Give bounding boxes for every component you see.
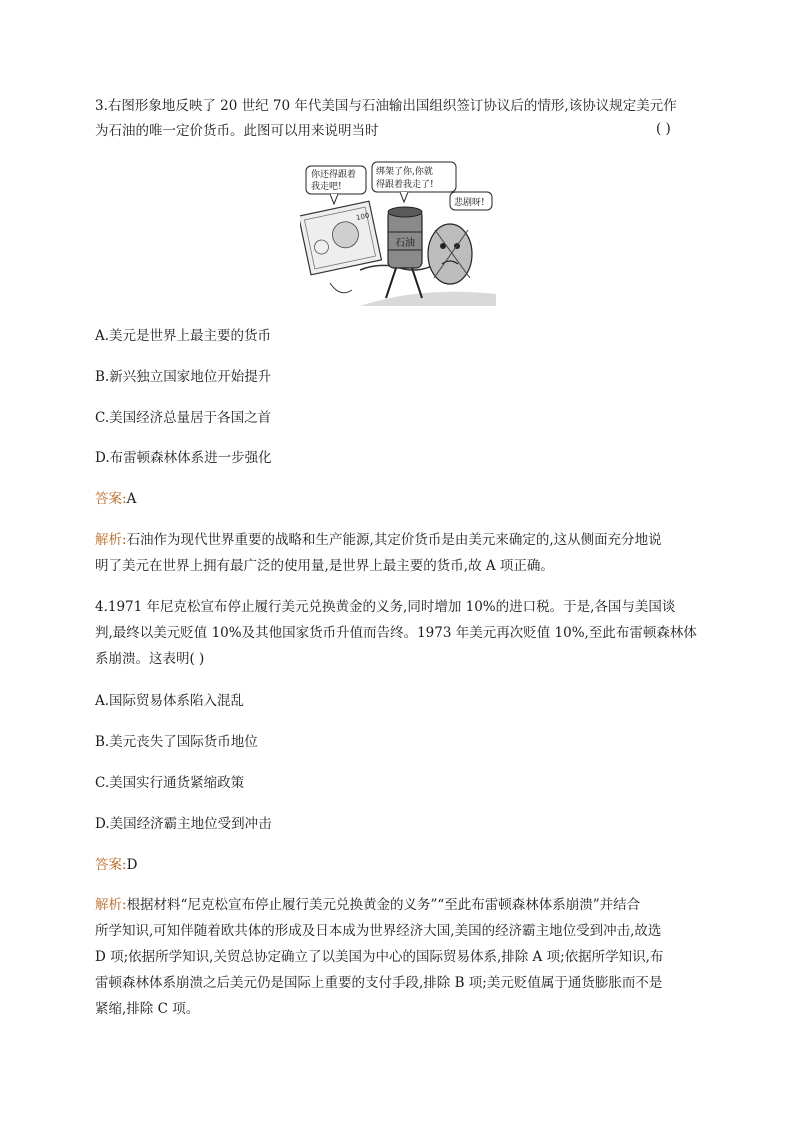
q3-option-d: D.布雷顿森林体系进一步强化: [95, 450, 272, 466]
q4-analysis-line1: [95, 895, 640, 915]
bubble1-line1: 你还得跟着: [311, 170, 357, 180]
q4-answer-label: 答案:: [95, 857, 127, 873]
q3-stem-line2: 为石油的唯一定价货币。此图可以用来说明当时: [95, 123, 379, 139]
barrel-label: 石油: [395, 238, 415, 249]
q4-stem-line2: 判,最终以美元贬值 10%及其他国家货币升值而告终。1973 年美元再次贬值 10%,至此布雷顿森林体: [95, 625, 697, 641]
q4-answer-value: D: [126, 857, 138, 873]
q3-answer-bracket: ( ): [656, 121, 671, 137]
q3-answer-value: A: [126, 491, 137, 507]
bubble1-line2: 我走吧!: [311, 182, 342, 192]
speech-bubble-3: [450, 192, 492, 210]
svg-text:100: 100: [355, 211, 371, 223]
q4-analysis-line3: D 项;依据所学知识,关贸总协定确立了以美国为中心的国际贸易体系,排除 A 项;依据所学知识,布: [95, 949, 664, 965]
q4-stem-line1: 4.1971 年尼克松宣布停止履行美元兑换黄金的义务,同时增加 10%的进口税。于是,各国与美国谈: [95, 599, 676, 615]
q4-analysis-text1: 根据材料“尼克松宣布停止履行美元兑换黄金的义务”“至此布雷顿森林体系崩溃”并结合: [126, 897, 641, 913]
q3-analysis-line1: [95, 530, 662, 550]
q3-answer: [95, 489, 136, 509]
q3-option-b: B.新兴独立国家地位开始提升: [95, 369, 272, 385]
q4-analysis-line2: 所学知识,可知伴随着欧共体的形成及日本成为世界经济大国,美国的经济霸主地位受到冲击,故选: [95, 923, 662, 939]
q3-analysis-label: 解析:: [95, 532, 127, 548]
q3-option-c: C.美国经济总量居于各国之首: [95, 410, 272, 426]
q4-analysis-label: 解析:: [95, 897, 127, 913]
q4-analysis-line4: 雷顿森林体系崩溃之后美元仍是国际上重要的支付手段,排除 B 项;美元贬值属于通货膨胀而不是: [95, 975, 663, 991]
q3-stem-line1: 3.右图形象地反映了 20 世纪 70 年代美国与石油输出国组织签订协议后的情形,该协议规定美元作: [95, 98, 677, 114]
q3-option-a: A.美元是世界上最主要的货币: [95, 328, 272, 344]
bubble3-text: 悲剧呀!: [454, 198, 485, 208]
q3-analysis-line2: 明了美元在世界上拥有最广泛的使用量,是世界上最主要的货币,故 A 项正确。: [95, 558, 554, 574]
q3-answer-label: 答案:: [95, 491, 127, 507]
q4-analysis-line5: 紧缩,排除 C 项。: [95, 1001, 200, 1017]
q3-analysis-text1: 石油作为现代世界重要的战略和生产能源,其定价货币是由美元来确定的,这从侧面充分地说: [126, 532, 662, 548]
bubble2-line2: 得跟着我走了!: [376, 180, 434, 190]
q4-stem-line3: 系崩溃。这表明( ): [95, 651, 205, 667]
q4-option-a: A.国际贸易体系陷入混乱: [95, 693, 245, 709]
q4-option-b: B.美元丧失了国际货币地位: [95, 734, 258, 750]
oil-dollar-cartoon: [300, 158, 496, 306]
q4-option-d: D.美国经济霸主地位受到冲击: [95, 816, 272, 832]
q4-answer: [95, 855, 137, 875]
q4-option-c: C.美国实行通货紧缩政策: [95, 775, 245, 791]
bubble2-line1: 绑架了你,你就: [376, 167, 433, 177]
sad-figure: [428, 224, 472, 284]
